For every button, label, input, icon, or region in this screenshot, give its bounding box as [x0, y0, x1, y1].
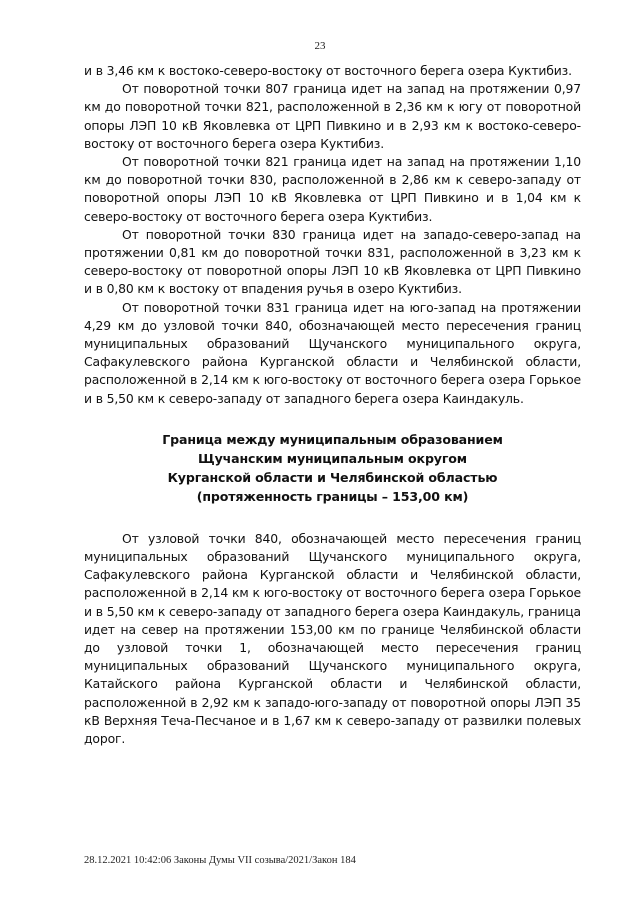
paragraph-3: От поворотной точки 821 граница идет на запад на протяжении 1,10 км до поворотной точки 830, расположенной в 2,86 км к северо-западу от поворотной опоры ЛЭП 10 кВ Яковлевка от ЦРП Пивкино и в 1,04 км к северо-востоку от восточного берега озера Куктибиз. [84, 154, 581, 224]
heading-line-1: Граница между муниципальным образованием [162, 431, 503, 447]
paragraph-4: От поворотной точки 830 граница идет на западо-северо-запад на протяжении 0,81 км до поворотной точки 831, расположенной в 3,23 км к северо-востоку от поворотной опоры ЛЭП 10 кВ Яковлевка от ЦРП Пивкино и в 0,80 км к востоку от впадения ручья в озеро Куктибиз. [84, 226, 581, 297]
paragraph-6: От узловой точки 840, обозначающей место пересечения границ муниципальных образований Щучанского муниципального округа, Сафакулевского района Курганской области и Челябинской области, расположенной в 2,14 км к юго-востоку от восточного берега озера Горькое и в 5,50 км к северо-западу от западного берега озера Каиндакуль, граница идет на север на протяжении 153,00 км по границе Челябинской области до узловой точки 1, обозначающей место пересечения границ муниципальных образований Щучанского муниципального округа, Катайского района Курганской области и Челябинской области, расположенной в 2,92 км к западо-юго-западу от поворотной опоры ЛЭП 35 кВ Верхняя Теча-Песчаное и в 1,67 км к северо-западу от развилки полевых дорог. [84, 530, 581, 747]
heading-line-4: (протяженность границы – 153,00 км) [196, 488, 469, 504]
paragraph-1: и в 3,46 км к востоко-северо-востоку от восточного берега озера Куктибиз. [84, 63, 572, 78]
section-heading [84, 430, 581, 506]
paragraph-5: От поворотной точки 831 граница идет на юго-запад на протяжении 4,29 км до узловой точки 840, обозначающей место пересечения границ муниципальных образований Щучанского муниципального округа, Сафакулевского района Курганской области и Челябинской области, расположенной в 2,14 км к юго-востоку от восточного берега озера Горькое и в 5,50 км к северо-западу от западного берега озера Каиндакуль. [84, 299, 581, 406]
document-footer: 28.12.2021 10:42:06 Законы Думы VII созыва/2021/Закон 184 [84, 855, 356, 866]
heading-line-3: Курганской области и Челябинской областью [167, 469, 498, 485]
heading-line-2: Щучанским муниципальным округом [198, 450, 467, 466]
paragraph-2: От поворотной точки 807 граница идет на запад на протяжении 0,97 км до поворотной точки 821, расположенной в 2,36 км к югу от поворотной опоры ЛЭП 10 кВ Яковлевка от ЦРП Пивкино и в 2,93 км к востоко-северо-востоку от восточного берега озера Куктибиз. [84, 81, 581, 151]
document-body [84, 62, 581, 748]
page-number: 23 [314, 40, 326, 52]
